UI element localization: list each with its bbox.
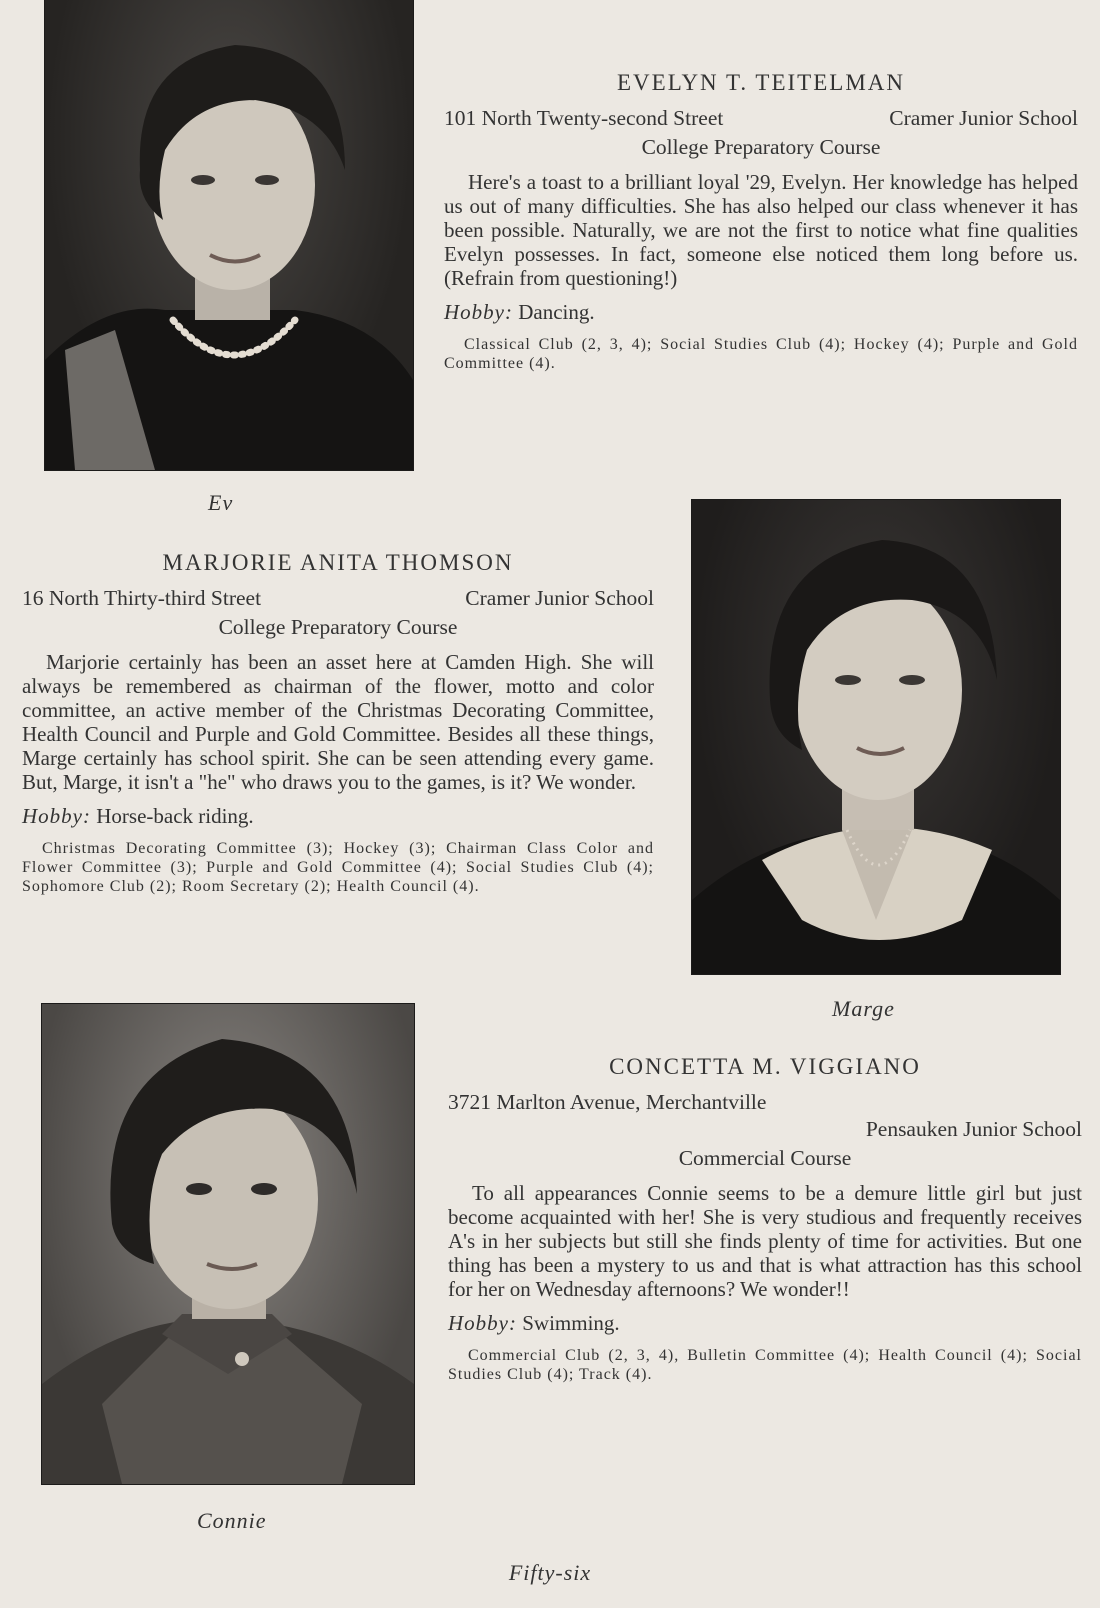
portrait-photo-marjorie [692, 500, 1060, 974]
hobby-label: Hobby: [444, 300, 513, 324]
hobby-label: Hobby: [448, 1311, 517, 1335]
entry-marjorie [22, 550, 654, 896]
street-address: 101 North Twenty-second Street [444, 106, 724, 130]
student-name: MARJORIE ANITA THOMSON [162, 550, 514, 575]
junior-school: Pensauken Junior School [865, 1117, 1082, 1141]
activities: Christmas Decorating Committee (3); Hockey (3); Chairman Class Color and Flower Committee (3); Purple and Gold Committee (4); Social Studies Club (4); Sophomore Club (2); Room Secretary (2); Health Council (4). [22, 840, 654, 895]
portrait-figure [692, 500, 1060, 974]
street-address: 16 North Thirty-third Street [22, 586, 262, 610]
address-line [22, 586, 654, 611]
portrait-photo-concetta [42, 1004, 414, 1484]
course: College Preparatory Course [218, 615, 458, 639]
nickname-marjorie: Marge [832, 996, 895, 1021]
entry-evelyn [444, 70, 1078, 373]
portrait-figure [42, 1004, 414, 1484]
course: College Preparatory Course [641, 135, 881, 159]
junior-school: Cramer Junior School [889, 106, 1078, 130]
hobby-value: Horse-back riding. [96, 804, 254, 828]
page-number: Fifty-six [508, 1560, 592, 1585]
address-line [444, 106, 1078, 131]
activities: Commercial Club (2, 3, 4), Bulletin Committee (4); Health Council (4); Social Studies Club (4); Track (4). [448, 1347, 1082, 1383]
biography: Marjorie certainly has been an asset here at Camden High. She will always be remembered as chairman of the flower, motto and color committee, an active member of the Christmas Decorating Committee, Health Council and Purple and Gold Committee. Besides all these things, Marge certainly has school spirit. She can be seen attending every game. But, Marge, it isn't a "he" who draws you to the games, is it? We wonder. [22, 650, 654, 794]
hobby-label: Hobby: [22, 804, 91, 828]
nickname-evelyn: Ev [208, 490, 234, 515]
nickname-concetta: Connie [197, 1508, 267, 1533]
student-name: EVELYN T. TEITELMAN [616, 70, 905, 95]
street-address: 3721 Marlton Avenue, Merchantville [448, 1090, 767, 1114]
entry-concetta [448, 1054, 1082, 1384]
hobby-line [22, 804, 654, 829]
activities: Classical Club (2, 3, 4); Social Studies Club (4); Hockey (4); Purple and Gold Committee (4). [444, 336, 1078, 372]
portrait-photo-evelyn [45, 0, 413, 470]
student-name: CONCETTA M. VIGGIANO [609, 1054, 921, 1079]
junior-school: Cramer Junior School [465, 586, 654, 610]
portrait-figure [45, 0, 413, 470]
course: Commercial Course [678, 1146, 852, 1170]
hobby-value: Swimming. [522, 1311, 620, 1335]
biography: Here's a toast to a brilliant loyal '29, Evelyn. Her knowledge has helped us out of many difficulties. She has also helped our class whenever it has been possible. Naturally, we are not the first to notice what fine qualities Evelyn possesses. In fact, someone else noticed them long before us. (Refrain from questioning!) [444, 170, 1078, 290]
hobby-value: Dancing. [518, 300, 595, 324]
biography: To all appearances Connie seems to be a demure little girl but just become acquainted with her! She is very studious and frequently receives A's in her subjects but still she finds plenty of time for activities. But one thing has been a mystery to us and that is what attraction has this school for her on Wednesday afternoons? We wonder!! [448, 1181, 1082, 1301]
hobby-line [448, 1311, 1082, 1336]
hobby-line [444, 300, 1078, 325]
